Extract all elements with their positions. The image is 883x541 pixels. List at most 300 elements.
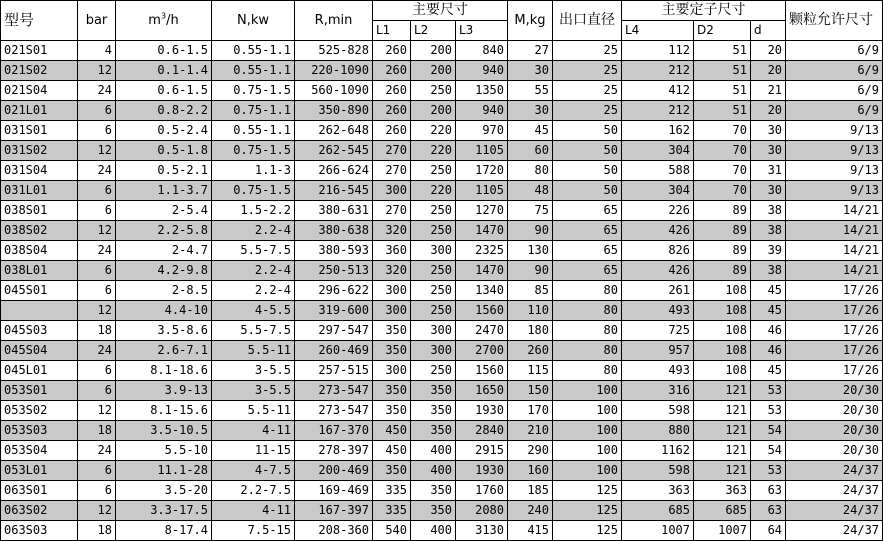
cell-outlet: 125 <box>553 481 622 501</box>
cell-d2: 70 <box>694 181 751 201</box>
cell-model: 038S02 <box>1 221 78 241</box>
cell-speed: 262-648 <box>295 121 373 141</box>
cell-l2: 250 <box>411 161 456 181</box>
header-stator-dims: 主要定子尺寸 <box>622 1 786 21</box>
table-row <box>1 281 883 301</box>
cell-outlet: 100 <box>553 421 622 441</box>
cell-l2: 300 <box>411 321 456 341</box>
cell-outlet: 100 <box>553 441 622 461</box>
cell-outlet: 65 <box>553 261 622 281</box>
table-row <box>1 101 883 121</box>
cell-flow: 0.8-2.2 <box>116 101 212 121</box>
cell-particle: 6/9 <box>786 61 883 81</box>
cell-d2: 89 <box>694 201 751 221</box>
table-row <box>1 361 883 381</box>
cell-power: 0.75-1.5 <box>212 81 295 101</box>
cell-l3: 2470 <box>456 321 508 341</box>
cell-l1: 350 <box>373 401 411 421</box>
cell-speed: 260-469 <box>295 341 373 361</box>
cell-speed: 167-397 <box>295 501 373 521</box>
cell-d2: 89 <box>694 221 751 241</box>
cell-mass: 260 <box>508 341 553 361</box>
cell-speed: 296-622 <box>295 281 373 301</box>
cell-l1: 335 <box>373 481 411 501</box>
cell-outlet: 80 <box>553 281 622 301</box>
cell-pressure: 6 <box>78 481 116 501</box>
cell-l3: 1930 <box>456 461 508 481</box>
cell-l4: 426 <box>622 221 694 241</box>
cell-l3: 1340 <box>456 281 508 301</box>
cell-l4: 493 <box>622 361 694 381</box>
cell-speed: 262-545 <box>295 141 373 161</box>
cell-l2: 220 <box>411 141 456 161</box>
cell-l2: 350 <box>411 381 456 401</box>
cell-l2: 250 <box>411 81 456 101</box>
cell-power: 1.1-3 <box>212 161 295 181</box>
cell-pressure: 24 <box>78 81 116 101</box>
cell-l3: 2915 <box>456 441 508 461</box>
header-outlet: 出口直径 <box>553 1 622 41</box>
cell-outlet: 50 <box>553 141 622 161</box>
header-flow-tail: /h <box>166 13 179 28</box>
cell-l4: 162 <box>622 121 694 141</box>
cell-d: 30 <box>751 141 786 161</box>
cell-d2: 89 <box>694 241 751 261</box>
cell-l3: 1105 <box>456 141 508 161</box>
table-row <box>1 421 883 441</box>
table-row <box>1 521 883 541</box>
cell-outlet: 80 <box>553 341 622 361</box>
cell-d: 64 <box>751 521 786 541</box>
cell-flow: 3.3-17.5 <box>116 501 212 521</box>
cell-l1: 360 <box>373 241 411 261</box>
cell-speed: 266-624 <box>295 161 373 181</box>
cell-l3: 1350 <box>456 81 508 101</box>
cell-speed: 380-631 <box>295 201 373 221</box>
cell-power: 2.2-4 <box>212 261 295 281</box>
cell-pressure: 6 <box>78 281 116 301</box>
cell-d2: 70 <box>694 141 751 161</box>
cell-l4: 957 <box>622 341 694 361</box>
cell-outlet: 125 <box>553 501 622 521</box>
cell-mass: 150 <box>508 381 553 401</box>
cell-power: 5.5-7.5 <box>212 241 295 261</box>
cell-d: 54 <box>751 441 786 461</box>
cell-l1: 260 <box>373 41 411 61</box>
cell-outlet: 25 <box>553 61 622 81</box>
cell-particle: 17/26 <box>786 361 883 381</box>
cell-model: 053S02 <box>1 401 78 421</box>
cell-l2: 250 <box>411 281 456 301</box>
cell-outlet: 50 <box>553 181 622 201</box>
cell-outlet: 25 <box>553 81 622 101</box>
cell-d: 38 <box>751 261 786 281</box>
cell-model: 053S04 <box>1 441 78 461</box>
cell-flow: 0.6-1.5 <box>116 81 212 101</box>
cell-flow: 4.4-10 <box>116 301 212 321</box>
cell-l2: 200 <box>411 101 456 121</box>
cell-l3: 2840 <box>456 421 508 441</box>
cell-l1: 540 <box>373 521 411 541</box>
cell-mass: 80 <box>508 161 553 181</box>
cell-d: 30 <box>751 181 786 201</box>
cell-l4: 304 <box>622 141 694 161</box>
cell-power: 5.5-11 <box>212 341 295 361</box>
cell-power: 0.55-1.1 <box>212 121 295 141</box>
cell-l2: 250 <box>411 221 456 241</box>
cell-l4: 316 <box>622 381 694 401</box>
cell-pressure: 12 <box>78 141 116 161</box>
cell-l2: 220 <box>411 121 456 141</box>
table-row <box>1 121 883 141</box>
cell-power: 2.2-4 <box>212 281 295 301</box>
header-d2: D2 <box>694 21 751 41</box>
cell-mass: 27 <box>508 41 553 61</box>
cell-particle: 9/13 <box>786 141 883 161</box>
cell-l2: 350 <box>411 501 456 521</box>
cell-flow: 0.1-1.4 <box>116 61 212 81</box>
cell-particle: 24/37 <box>786 521 883 541</box>
cell-d: 38 <box>751 201 786 221</box>
cell-l3: 1560 <box>456 301 508 321</box>
cell-d: 46 <box>751 321 786 341</box>
cell-l3: 2700 <box>456 341 508 361</box>
cell-pressure: 24 <box>78 341 116 361</box>
cell-d: 45 <box>751 301 786 321</box>
cell-l2: 350 <box>411 401 456 421</box>
cell-l1: 350 <box>373 341 411 361</box>
cell-l3: 1470 <box>456 221 508 241</box>
cell-mass: 240 <box>508 501 553 521</box>
cell-l2: 350 <box>411 421 456 441</box>
cell-l4: 412 <box>622 81 694 101</box>
cell-d2: 51 <box>694 81 751 101</box>
cell-mass: 170 <box>508 401 553 421</box>
cell-outlet: 80 <box>553 361 622 381</box>
cell-particle: 20/30 <box>786 441 883 461</box>
cell-mass: 130 <box>508 241 553 261</box>
cell-power: 3-5.5 <box>212 381 295 401</box>
cell-l3: 940 <box>456 101 508 121</box>
cell-l4: 226 <box>622 201 694 221</box>
cell-flow: 8.1-15.6 <box>116 401 212 421</box>
cell-l4: 826 <box>622 241 694 261</box>
cell-speed: 169-469 <box>295 481 373 501</box>
cell-model: 021S02 <box>1 61 78 81</box>
cell-mass: 85 <box>508 281 553 301</box>
cell-particle: 6/9 <box>786 101 883 121</box>
cell-d2: 70 <box>694 121 751 141</box>
cell-particle: 24/37 <box>786 461 883 481</box>
table-row <box>1 161 883 181</box>
cell-power: 0.75-1.5 <box>212 141 295 161</box>
cell-d2: 70 <box>694 161 751 181</box>
cell-pressure: 6 <box>78 381 116 401</box>
cell-speed: 167-370 <box>295 421 373 441</box>
cell-model: 031L01 <box>1 181 78 201</box>
cell-l1: 350 <box>373 381 411 401</box>
cell-outlet: 80 <box>553 321 622 341</box>
cell-outlet: 65 <box>553 221 622 241</box>
cell-model: 045S04 <box>1 341 78 361</box>
cell-model: 063S03 <box>1 521 78 541</box>
cell-model <box>1 301 78 321</box>
table-body <box>1 41 883 541</box>
cell-l2: 400 <box>411 441 456 461</box>
cell-pressure: 18 <box>78 521 116 541</box>
table-row <box>1 461 883 481</box>
cell-l1: 260 <box>373 101 411 121</box>
cell-power: 11-15 <box>212 441 295 461</box>
cell-flow: 2.2-5.8 <box>116 221 212 241</box>
cell-l4: 212 <box>622 101 694 121</box>
table-row <box>1 481 883 501</box>
cell-particle: 17/26 <box>786 321 883 341</box>
cell-particle: 17/26 <box>786 341 883 361</box>
cell-model: 038S04 <box>1 241 78 261</box>
cell-d: 45 <box>751 281 786 301</box>
table-row <box>1 301 883 321</box>
cell-l2: 200 <box>411 61 456 81</box>
header-d: d <box>751 21 786 41</box>
cell-l3: 1650 <box>456 381 508 401</box>
cell-flow: 0.5-1.8 <box>116 141 212 161</box>
cell-d: 39 <box>751 241 786 261</box>
cell-l1: 260 <box>373 121 411 141</box>
cell-d: 53 <box>751 401 786 421</box>
cell-particle: 24/37 <box>786 501 883 521</box>
cell-pressure: 4 <box>78 41 116 61</box>
cell-power: 2.2-4 <box>212 221 295 241</box>
cell-l2: 300 <box>411 341 456 361</box>
cell-particle: 9/13 <box>786 181 883 201</box>
cell-l4: 112 <box>622 41 694 61</box>
cell-speed: 273-547 <box>295 401 373 421</box>
cell-d2: 51 <box>694 61 751 81</box>
cell-particle: 20/30 <box>786 381 883 401</box>
cell-mass: 160 <box>508 461 553 481</box>
cell-d2: 121 <box>694 401 751 421</box>
cell-l1: 450 <box>373 441 411 461</box>
cell-l3: 3130 <box>456 521 508 541</box>
cell-l3: 1470 <box>456 261 508 281</box>
cell-mass: 60 <box>508 141 553 161</box>
cell-power: 5.5-11 <box>212 401 295 421</box>
cell-l1: 350 <box>373 461 411 481</box>
cell-particle: 14/21 <box>786 201 883 221</box>
cell-mass: 30 <box>508 61 553 81</box>
cell-d: 63 <box>751 481 786 501</box>
cell-l1: 300 <box>373 181 411 201</box>
header-main-dims: 主要尺寸 <box>373 1 508 21</box>
header-l4: L4 <box>622 21 694 41</box>
header-l3: L3 <box>456 21 508 41</box>
cell-l2: 400 <box>411 521 456 541</box>
cell-l3: 1930 <box>456 401 508 421</box>
cell-model: 038L01 <box>1 261 78 281</box>
cell-flow: 2-5.4 <box>116 201 212 221</box>
cell-model: 045L01 <box>1 361 78 381</box>
header-flow-base: m <box>148 13 161 28</box>
cell-outlet: 125 <box>553 521 622 541</box>
cell-speed: 278-397 <box>295 441 373 461</box>
cell-d2: 89 <box>694 261 751 281</box>
cell-l2: 200 <box>411 41 456 61</box>
cell-particle: 9/13 <box>786 161 883 181</box>
cell-pressure: 6 <box>78 461 116 481</box>
cell-flow: 2-4.7 <box>116 241 212 261</box>
header-flow-sup: 3 <box>160 11 167 21</box>
cell-d2: 363 <box>694 481 751 501</box>
cell-d: 21 <box>751 81 786 101</box>
cell-d: 30 <box>751 121 786 141</box>
cell-model: 045S01 <box>1 281 78 301</box>
cell-model: 031S02 <box>1 141 78 161</box>
cell-model: 021S01 <box>1 41 78 61</box>
cell-d: 31 <box>751 161 786 181</box>
cell-flow: 3.9-13 <box>116 381 212 401</box>
cell-outlet: 50 <box>553 161 622 181</box>
cell-l4: 261 <box>622 281 694 301</box>
cell-model: 053S01 <box>1 381 78 401</box>
cell-mass: 180 <box>508 321 553 341</box>
cell-d2: 121 <box>694 441 751 461</box>
cell-l4: 685 <box>622 501 694 521</box>
cell-d2: 108 <box>694 281 751 301</box>
cell-mass: 110 <box>508 301 553 321</box>
cell-d: 20 <box>751 61 786 81</box>
cell-particle: 17/26 <box>786 281 883 301</box>
cell-d: 63 <box>751 501 786 521</box>
cell-model: 021L01 <box>1 101 78 121</box>
cell-outlet: 25 <box>553 101 622 121</box>
cell-mass: 185 <box>508 481 553 501</box>
cell-particle: 24/37 <box>786 481 883 501</box>
cell-outlet: 100 <box>553 401 622 421</box>
cell-power: 0.55-1.1 <box>212 61 295 81</box>
cell-pressure: 6 <box>78 181 116 201</box>
header-mass: M,kg <box>508 1 553 41</box>
table-row <box>1 81 883 101</box>
cell-outlet: 100 <box>553 461 622 481</box>
cell-power: 3-5.5 <box>212 361 295 381</box>
cell-l3: 1760 <box>456 481 508 501</box>
cell-d: 46 <box>751 341 786 361</box>
cell-model: 053S03 <box>1 421 78 441</box>
table-row <box>1 441 883 461</box>
cell-pressure: 6 <box>78 261 116 281</box>
cell-d2: 121 <box>694 421 751 441</box>
cell-l1: 320 <box>373 221 411 241</box>
cell-l2: 250 <box>411 261 456 281</box>
cell-l2: 220 <box>411 181 456 201</box>
cell-flow: 5.5-10 <box>116 441 212 461</box>
cell-pressure: 12 <box>78 401 116 421</box>
cell-speed: 220-1090 <box>295 61 373 81</box>
cell-l2: 300 <box>411 241 456 261</box>
table-row <box>1 261 883 281</box>
cell-model: 038S01 <box>1 201 78 221</box>
cell-particle: 6/9 <box>786 81 883 101</box>
cell-l3: 1105 <box>456 181 508 201</box>
cell-l4: 304 <box>622 181 694 201</box>
cell-speed: 297-547 <box>295 321 373 341</box>
cell-power: 0.55-1.1 <box>212 41 295 61</box>
cell-l1: 270 <box>373 141 411 161</box>
cell-mass: 45 <box>508 121 553 141</box>
cell-flow: 0.5-2.1 <box>116 161 212 181</box>
cell-speed: 380-593 <box>295 241 373 261</box>
table-row <box>1 201 883 221</box>
cell-power: 1.5-2.2 <box>212 201 295 221</box>
table-row <box>1 181 883 201</box>
cell-mass: 90 <box>508 221 553 241</box>
cell-speed: 216-545 <box>295 181 373 201</box>
cell-particle: 14/21 <box>786 241 883 261</box>
table-row <box>1 241 883 261</box>
cell-particle: 20/30 <box>786 421 883 441</box>
header-model: 型号 <box>1 1 78 41</box>
cell-flow: 0.5-2.4 <box>116 121 212 141</box>
cell-l4: 1007 <box>622 521 694 541</box>
cell-speed: 560-1090 <box>295 81 373 101</box>
cell-d: 45 <box>751 361 786 381</box>
cell-l3: 970 <box>456 121 508 141</box>
cell-pressure: 18 <box>78 421 116 441</box>
header-l1: L1 <box>373 21 411 41</box>
header-power: N,kw <box>212 1 295 41</box>
cell-l1: 260 <box>373 61 411 81</box>
cell-pressure: 6 <box>78 101 116 121</box>
cell-model: 031S01 <box>1 121 78 141</box>
cell-outlet: 50 <box>553 121 622 141</box>
table-row <box>1 341 883 361</box>
cell-flow: 3.5-8.6 <box>116 321 212 341</box>
cell-particle: 20/30 <box>786 401 883 421</box>
cell-flow: 3.5-10.5 <box>116 421 212 441</box>
cell-model: 031S04 <box>1 161 78 181</box>
cell-l1: 350 <box>373 321 411 341</box>
cell-power: 0.75-1.5 <box>212 181 295 201</box>
cell-speed: 200-469 <box>295 461 373 481</box>
cell-flow: 2-8.5 <box>116 281 212 301</box>
cell-l4: 598 <box>622 401 694 421</box>
cell-l2: 400 <box>411 461 456 481</box>
cell-flow: 11.1-28 <box>116 461 212 481</box>
cell-l1: 300 <box>373 361 411 381</box>
cell-power: 4-5.5 <box>212 301 295 321</box>
table-row <box>1 141 883 161</box>
cell-pressure: 18 <box>78 321 116 341</box>
cell-l4: 725 <box>622 321 694 341</box>
cell-pressure: 12 <box>78 61 116 81</box>
cell-pressure: 24 <box>78 161 116 181</box>
cell-d: 38 <box>751 221 786 241</box>
cell-power: 4-11 <box>212 421 295 441</box>
cell-speed: 380-638 <box>295 221 373 241</box>
cell-pressure: 6 <box>78 201 116 221</box>
cell-particle: 9/13 <box>786 121 883 141</box>
cell-pressure: 6 <box>78 121 116 141</box>
cell-l4: 363 <box>622 481 694 501</box>
cell-l2: 250 <box>411 301 456 321</box>
cell-outlet: 65 <box>553 201 622 221</box>
cell-l1: 270 <box>373 161 411 181</box>
cell-l1: 270 <box>373 201 411 221</box>
cell-flow: 8-17.4 <box>116 521 212 541</box>
cell-l2: 250 <box>411 361 456 381</box>
cell-d: 53 <box>751 461 786 481</box>
